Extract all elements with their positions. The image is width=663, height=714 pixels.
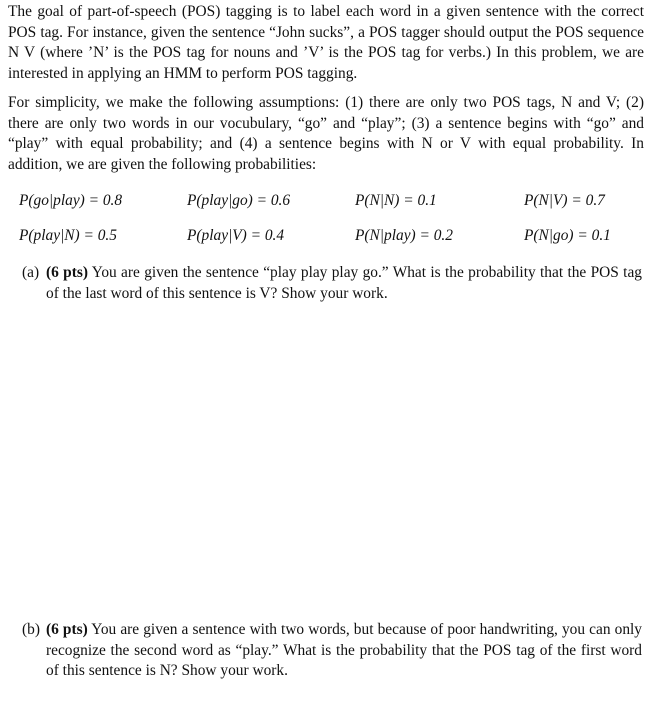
question-b-label: (b) (22, 621, 40, 638)
probability-row-2 (19, 227, 659, 249)
intro-paragraph-1: The goal of part-of-speech (POS) tagging is to label each word in a given sentence with the correct POS tag. For instance, given the sentence “John sucks”, a POS tagger should output the POS sequence N V (where ’N’ is the POS tag for nouns and ’V’ is the POS tag for verbs.) In this problem, we are interested in applying an HMM to perform POS tagging. (8, 3, 644, 82)
prob-n-given-play: P(N|play) = 0.2 (355, 227, 453, 244)
question-a-body (46, 263, 642, 304)
prob-n-given-v: P(N|V) = 0.7 (524, 192, 605, 209)
question-a-label: (a) (22, 264, 40, 281)
question-a-points: (6 pts) (46, 264, 88, 281)
prob-play-given-go: P(play|go) = 0.6 (187, 192, 291, 209)
prob-play-given-v: P(play|V) = 0.4 (187, 227, 285, 244)
prob-n-given-go: P(N|go) = 0.1 (524, 227, 611, 244)
question-b-text: You are given a sentence with two words, but because of poor handwriting, you can only recognize the second word as “play.” What is the probability that the POS tag of the first word of this sentence is N? Show your work. (46, 621, 643, 679)
intro-paragraph-2: For simplicity, we make the following assumptions: (1) there are only two POS tags, N and V; (2) there are only two words in our vocubulary, “go” and “play”; (3) a sentence begins with “go” and “play” with equal probability; and (4) a sentence begins with N or V with equal probability. In addition, we are given the following probabilities: (8, 94, 644, 173)
prob-n-given-n: P(N|N) = 0.1 (355, 192, 437, 209)
question-a (22, 263, 642, 304)
question-b-body (46, 620, 642, 682)
question-b-points: (6 pts) (46, 621, 88, 638)
probability-row-1 (19, 192, 659, 214)
question-a-text: You are given the sentence “play play play go.” What is the probability that the POS tag of the last word of this sentence is V? Show your work. (46, 264, 642, 302)
prob-play-given-n: P(play|N) = 0.5 (19, 227, 117, 244)
question-b (22, 620, 642, 682)
prob-go-given-play: P(go|play) = 0.8 (19, 192, 123, 209)
